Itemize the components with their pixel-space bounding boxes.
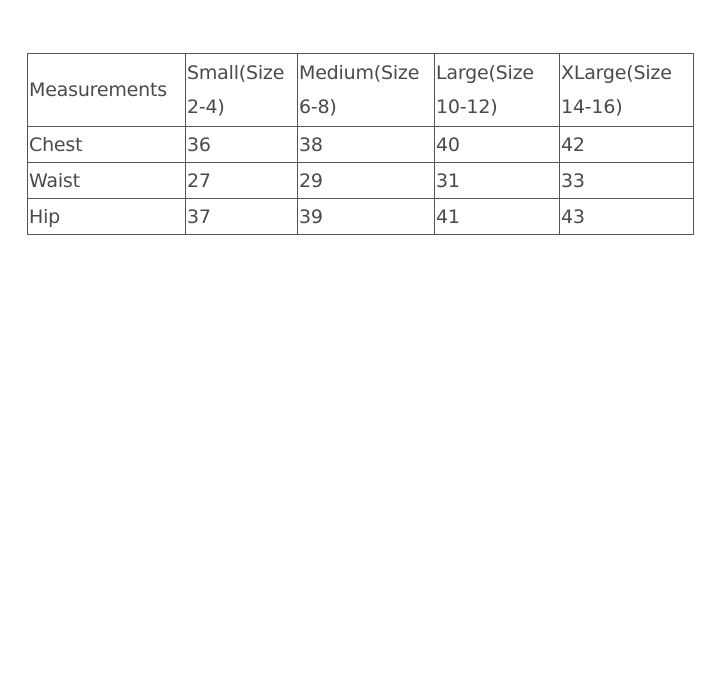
row-label: Chest	[28, 127, 186, 163]
header-cell-medium	[298, 54, 435, 127]
header-cell-small	[186, 54, 298, 127]
table-cell: 38	[298, 127, 435, 163]
table-body	[28, 127, 694, 235]
header-label: Large(Size	[436, 62, 534, 84]
table-cell: 43	[560, 199, 694, 235]
table-row	[28, 163, 694, 199]
header-label: XLarge(Size	[561, 62, 672, 84]
header-sublabel: 14-16)	[561, 96, 623, 118]
table-cell: 37	[186, 199, 298, 235]
table-row	[28, 199, 694, 235]
header-sublabel: 6-8)	[299, 96, 337, 118]
table-cell: 33	[560, 163, 694, 199]
table-cell: 42	[560, 127, 694, 163]
row-label: Hip	[28, 199, 186, 235]
table-cell: 31	[435, 163, 560, 199]
table-header	[28, 54, 694, 127]
header-label: Medium(Size	[299, 62, 420, 84]
header-cell-xlarge	[560, 54, 694, 127]
size-chart-table	[27, 53, 694, 235]
header-cell-large	[435, 54, 560, 127]
header-sublabel: 10-12)	[436, 96, 498, 118]
table-cell: 29	[298, 163, 435, 199]
row-label: Waist	[28, 163, 186, 199]
table-cell: 41	[435, 199, 560, 235]
header-sublabel: 2-4)	[187, 96, 225, 118]
header-row	[28, 54, 694, 127]
header-cell-measurements	[28, 54, 186, 127]
table-cell: 36	[186, 127, 298, 163]
table-cell: 27	[186, 163, 298, 199]
table-cell: 40	[435, 127, 560, 163]
table-row	[28, 127, 694, 163]
table-cell: 39	[298, 199, 435, 235]
header-label: Measurements	[29, 79, 167, 101]
header-label: Small(Size	[187, 62, 285, 84]
